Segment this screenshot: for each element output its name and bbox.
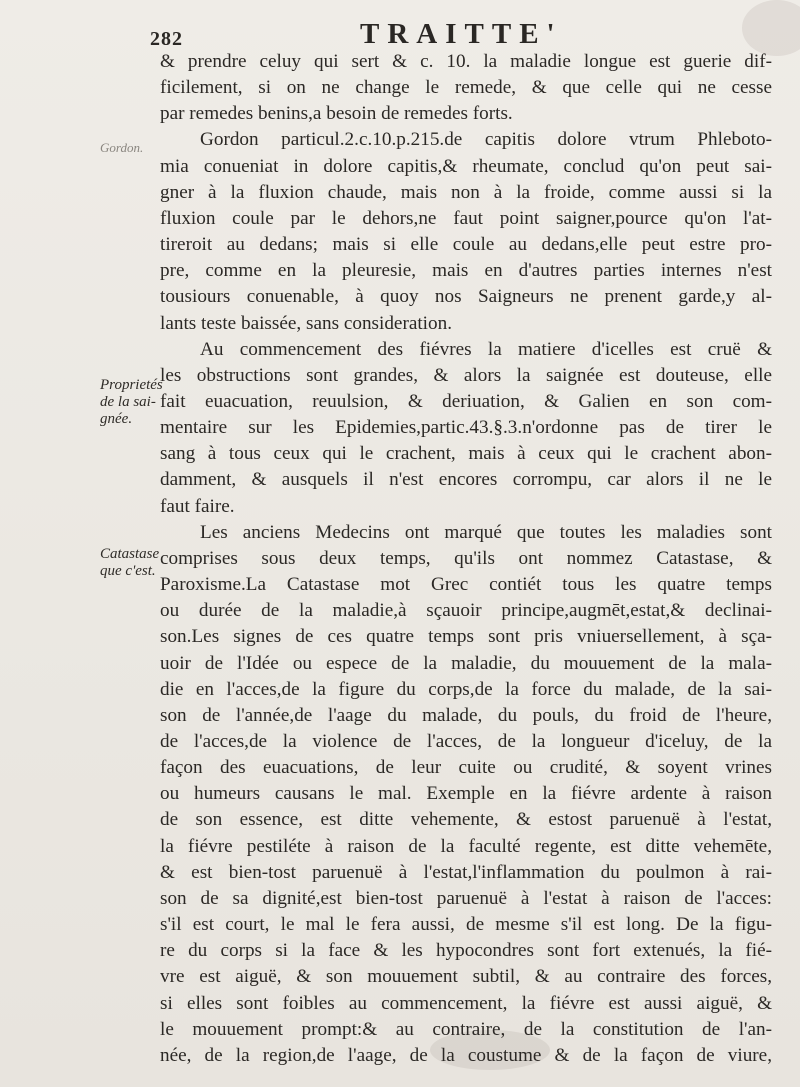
- text-line: die en l'acces,de la figure du corps,de la force du malade, de la sai-: [160, 678, 772, 700]
- text-line: née, de la region,de l'aage, de la coustume & de la façon de viure,: [160, 1044, 772, 1066]
- margin-note-catastase: Catastase que c'est.: [100, 546, 160, 579]
- text-line: ou humeurs causans le mal. Exemple en la fiévre ardente à raison: [160, 783, 772, 805]
- text-line: vre est aiguë, & son mouuement subtil, & au contraire des forces,: [160, 966, 772, 988]
- text-line: gner à la fluxion chaude, mais non à la froide, comme aussi si la: [160, 181, 772, 203]
- text-line: & prendre celuy qui sert & c. 10. la maladie longue est guerie dif-: [160, 51, 772, 72]
- text-line: Paroxisme.La Catastase mot Grec contiét tous les quatre temps: [160, 574, 772, 596]
- text-line: & est bien-tost paruenuë à l'estat,l'inflammation du poulmon à rai-: [160, 861, 772, 883]
- text-line: ou durée de la maladie,à sçauoir principe,augmēt,estat,& declinai-: [160, 600, 772, 622]
- text-line: re du corps si la face & les hypocondres sont fort extenués, la fié-: [160, 940, 772, 962]
- text-line: façon des euacuations, de leur cuite ou crudité, & soyent vrines: [160, 757, 772, 779]
- text-line: de l'acces,de la violence de l'acces, de la longueur d'iceluy, de la: [160, 731, 772, 752]
- text-line: uoir de l'Idée ou espece de la maladie, du mouuement de la mala-: [160, 652, 772, 674]
- text-line: mentaire sur les Epidemies,partic.43.§.3.n'ordonne pas de tirer le: [160, 417, 772, 439]
- running-title: TRAITTE': [360, 18, 563, 50]
- text-line: s'il est court, le mal le fera aussi, de mesme s'il est long. De la figu-: [160, 914, 772, 936]
- text-line: Les anciens Medecins ont marqué que toutes les maladies sont: [200, 521, 772, 543]
- text-line: les obstructions sont grandes, & alors la saignée est douteuse, elle: [160, 364, 772, 386]
- text-line: le mouuement prompt:& au contraire, de la constitution de l'an-: [160, 1018, 772, 1040]
- text-line: mia conueniat in dolore capitis,& rheumate, conclud qu'on peut sai-: [160, 155, 772, 177]
- text-line: lants teste baissée, sans consideration.: [160, 312, 453, 334]
- text-line: fluxion coule par le dehors,ne faut point saigner,pource qu'on l'at-: [160, 207, 772, 229]
- text-line: tousiours conuenable, à quoy nos Saigneurs ne prenent garde,y al-: [160, 286, 772, 308]
- text-line: tireroit au dedans; mais si elle coule au dedans,elle peut estre pro-: [160, 234, 772, 256]
- page-number: 282: [150, 28, 183, 50]
- body-text: [160, 48, 772, 1068]
- text-line: comprises sous deux temps, qu'ils ont nommez Catastase, &: [160, 547, 772, 569]
- text-line: Gordon particul.2.c.10.p.215.de capitis dolore vtrum Phleboto-: [200, 129, 772, 151]
- text-line: son de l'année,de l'aage du malade, du pouls, du froid de l'heure,: [160, 704, 772, 726]
- text-line: son de sa dignité,est bien-tost paruenuë à l'estat à raison de l'acces:: [160, 887, 772, 909]
- text-line: faut faire.: [160, 495, 235, 517]
- page-header: [150, 14, 650, 50]
- margin-note-proprietes: Proprietés de la sai-gnée.: [100, 377, 163, 427]
- text-line: de son essence, est ditte vehemente, & estost paruenuë à l'estat,: [160, 809, 772, 831]
- text-line: damment, & ausquels il n'est encores corrompu, car alors il ne le: [160, 469, 772, 491]
- margin-note-gordon: Gordon.: [100, 140, 144, 155]
- text-line: fait euacuation, reuulsion, & deriuation, & Galien en son com-: [160, 391, 772, 412]
- text-line: la fiévre pestiléte à raison de la faculté regente, est ditte vehemēte,: [160, 835, 772, 857]
- text-line: son.Les signes de ces quatre temps sont pris vniuersellement, à sça-: [160, 626, 772, 648]
- text-line: ficilement, si on ne change le remede, & que celle qui ne cesse: [160, 77, 772, 99]
- text-line: si elles sont foibles au commencement, la fiévre est aussi aiguë, &: [160, 992, 772, 1014]
- text-line: Au commencement des fiévres la matiere d'icelles est cruë &: [200, 338, 772, 360]
- text-line: pre, comme en la pleuresie, mais en d'autres parties internes n'est: [160, 260, 772, 282]
- text-line: par remedes benins,a besoin de remedes forts.: [160, 103, 513, 125]
- text-line: sang à tous ceux qui le crachent, mais à ceux qui le crachent abon-: [160, 443, 772, 465]
